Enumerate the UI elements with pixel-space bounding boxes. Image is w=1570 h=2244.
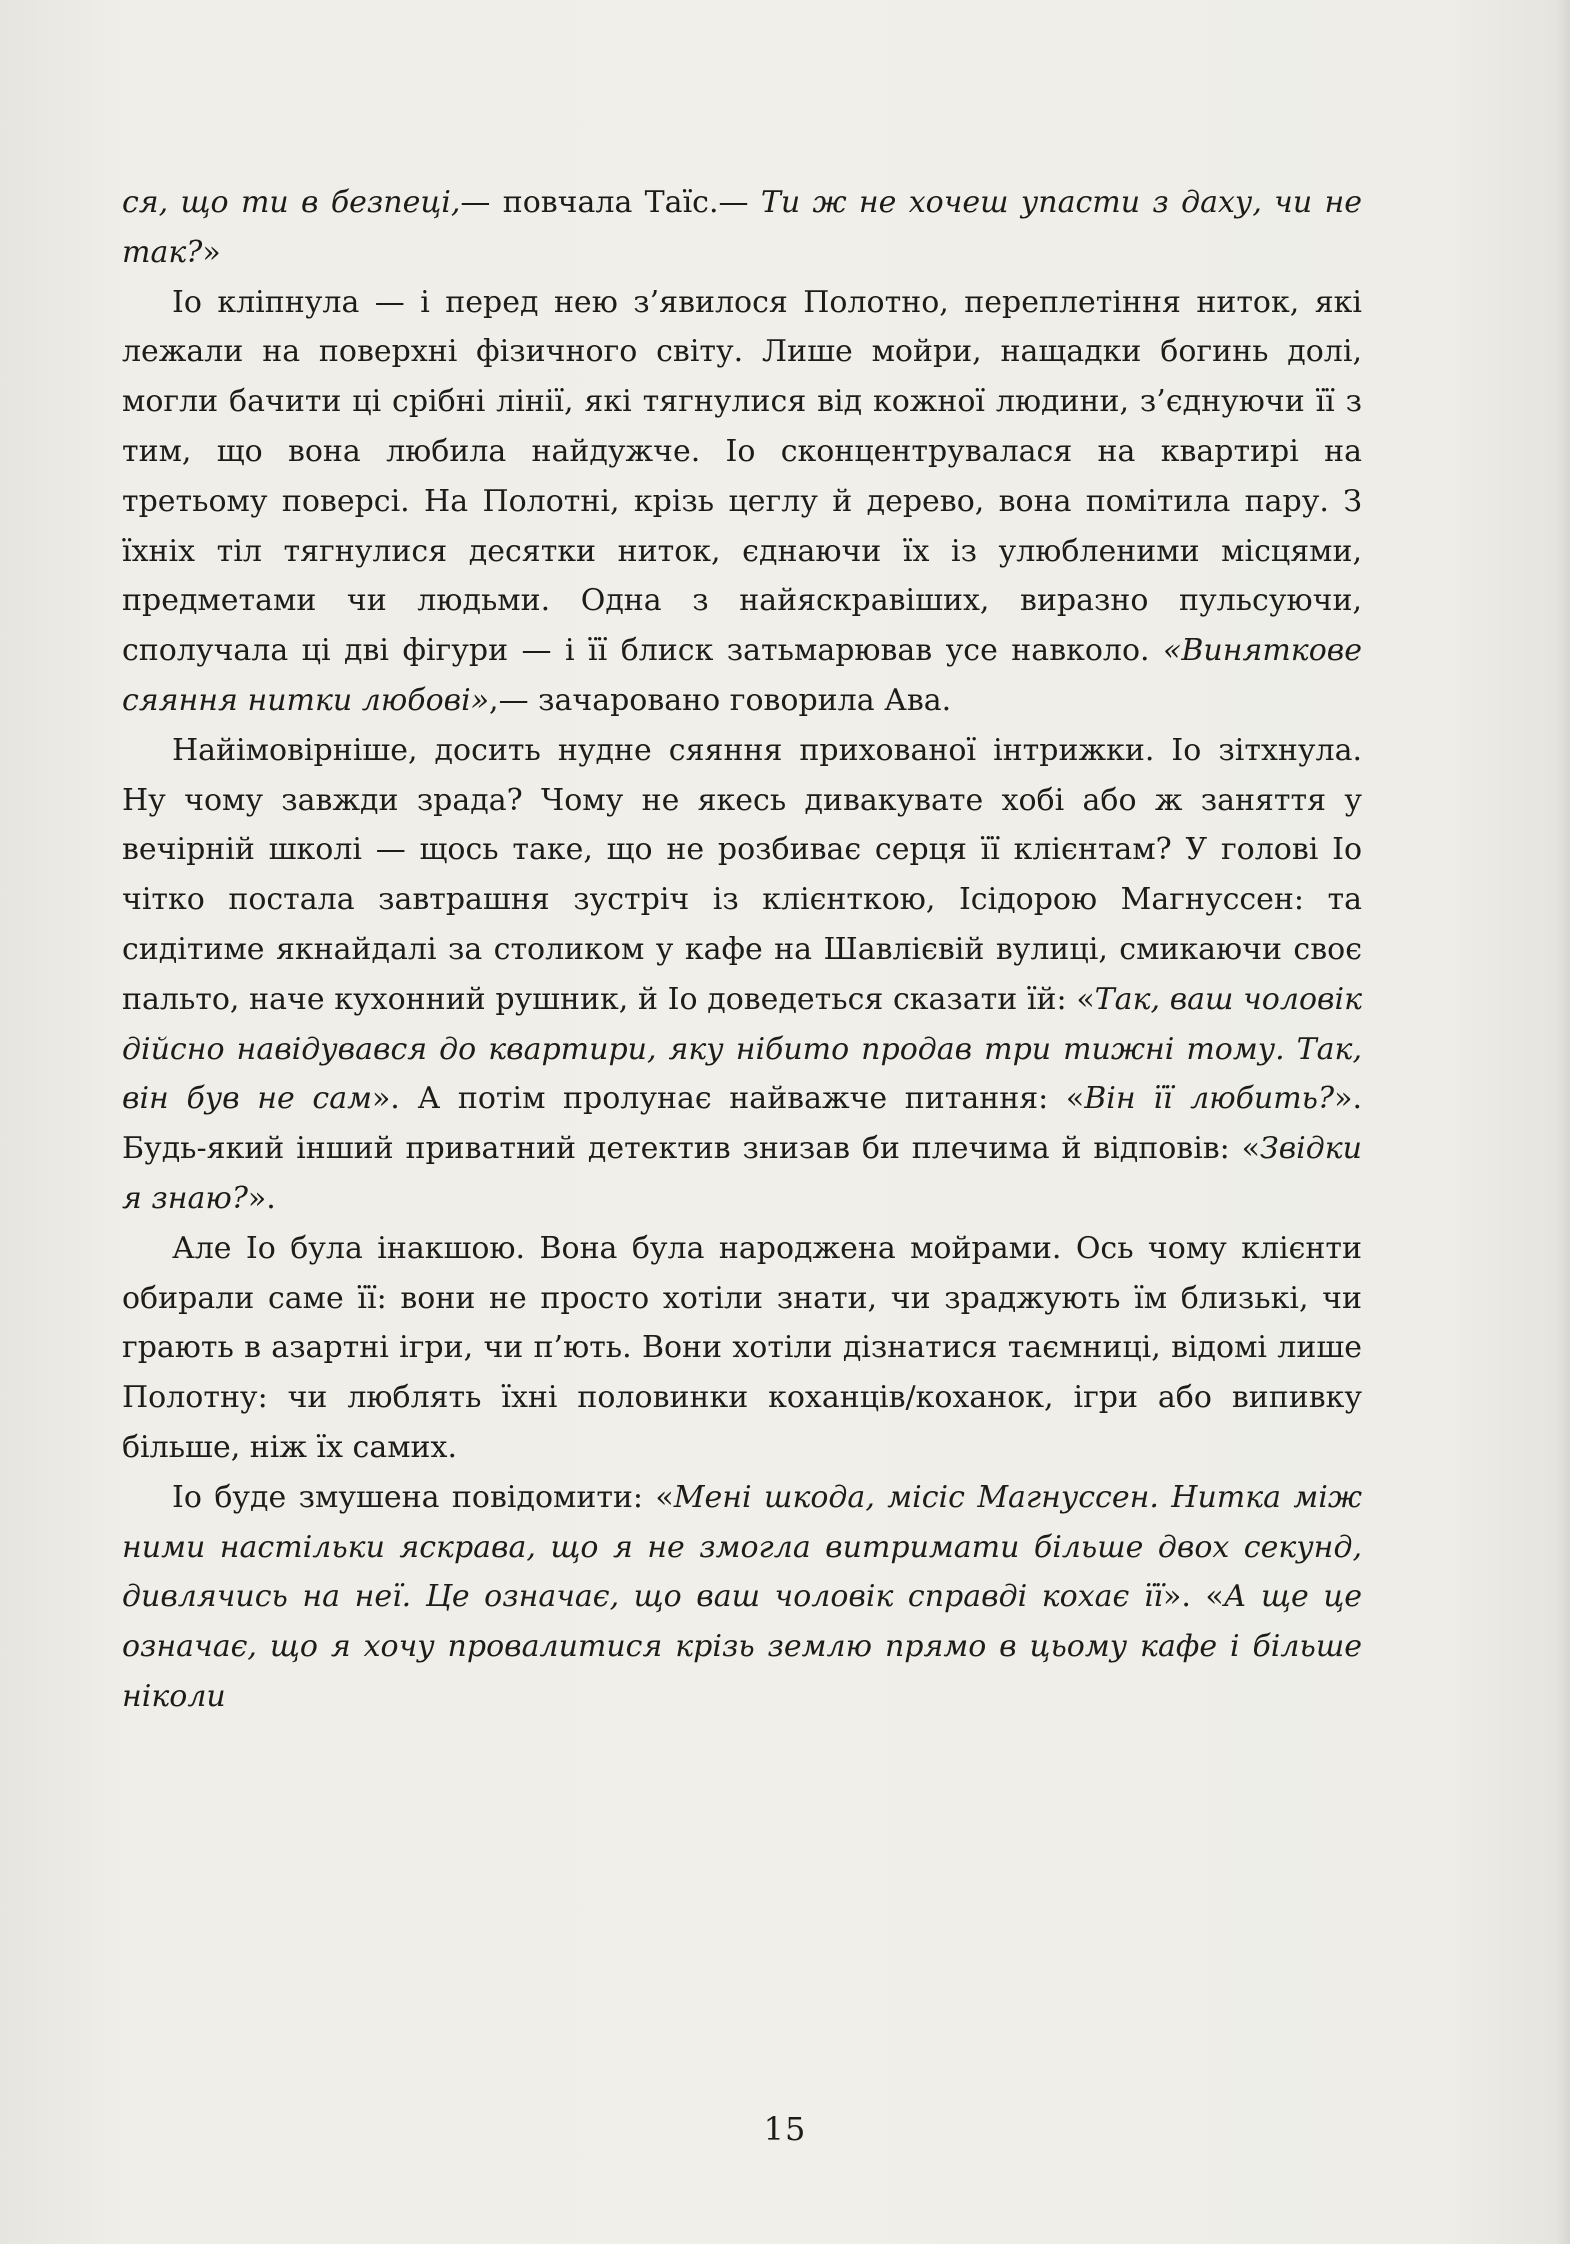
page-edge-shadow [1556,0,1570,2244]
italic-text: Він її любить? [1084,1081,1335,1117]
italic-text: Мені шкода, місіс Магнуссен. Нитка між ними настільки яскрава, що я не змогла витримати більше двох секунд, дивлячись на неї. Це означає, що ваш чоловік справді кохає її [122,1479,1363,1615]
paragraph [122,178,1362,278]
paragraph [122,1473,1362,1722]
text-run: Найімовірніше, досить нудне сяяння прихованої інтрижки. Іо зітхнула. Ну чому завжди зрада? Чому не якесь дивакувате хобі або ж заняття у вечірній школі — щось таке, що не розбиває серця її клієнтам? У голові Іо чітко постала завтрашня зустріч із клієнткою, Ісідорою Магнуссен: та сидітиме якнайдалі за столиком у кафе на Шавлієвій вулиці, смикаючи своє пальто, наче кухонний рушник, й Іо доведеться сказати їй: « [122,732,1362,1017]
paragraph [122,726,1362,1224]
text-run: » [202,234,221,270]
italic-text: Так, ваш чоловік дійсно навідувався до квартири, яку нібито продав три тижні тому. Так, він був не сам [122,981,1362,1117]
paragraph [122,1224,1362,1473]
italic-text: Ти ж не хочеш упасти з даху, чи не так? [122,185,1363,270]
page-number: 15 [763,2110,807,2148]
text-run: — повчала Таїс.— [460,185,761,220]
body-text [122,178,1362,1722]
text-run: ». Будь-який інший приватний детектив знизав би плечима й відповів: « [122,1081,1362,1167]
italic-text: ся, що ти в безпеці, [122,185,461,220]
text-run: Іо буде змушена повідомити: « [172,1479,674,1515]
text-run: ». [247,1180,276,1216]
text-run: Але Іо була інакшою. Вона була народжена мойрами. Ось чому клієнти обирали саме її: вони не просто хотіли знати, чи зраджують їм близькі, чи грають в азартні ігри, чи п’ють. Вони хотіли дізнатися таємниці, відомі лише Полотну: чи люблять їхні половинки коханців/коханок, ігри або випивку більше, ніж їх самих. [122,1230,1362,1465]
italic-text: Звідки я знаю? [122,1131,1362,1216]
paragraph [122,278,1362,726]
italic-text: «Виняткове сяяння нитки любові» [122,633,1362,718]
text-run: ». « [1163,1579,1224,1615]
text-run: Іо кліпнула — і перед нею з’явилося Полотно, переплетіння ниток, які лежали на поверхні фізичного світу. Лише мойри, нащадки богинь долі, могли бачити ці срібні лінії, які тягнулися від кожної людини, з’єднуючи її з тим, що вона любила найдужче. Іо сконцентрувалася на квартирі на третьому поверсі. На Полотні, крізь цеглу й дерево, вона помітила пару. З їхніх тіл тягнулися десятки ниток, єднаючи їх із улюбленими місцями, предметами чи людьми. Одна з найяскравіших, виразно пульсуючи, сполучала ці дві фігури — і її блиск затьмарював усе навколо. [122,284,1362,669]
italic-text: А ще це означає, що я хочу провалитися крізь землю прямо в цьому кафе і більше ніколи [122,1579,1363,1714]
text-run: ,— зачаровано говорила Ава. [489,682,952,718]
text-run: ». А потім пролунає найважче питання: « [371,1081,1085,1117]
